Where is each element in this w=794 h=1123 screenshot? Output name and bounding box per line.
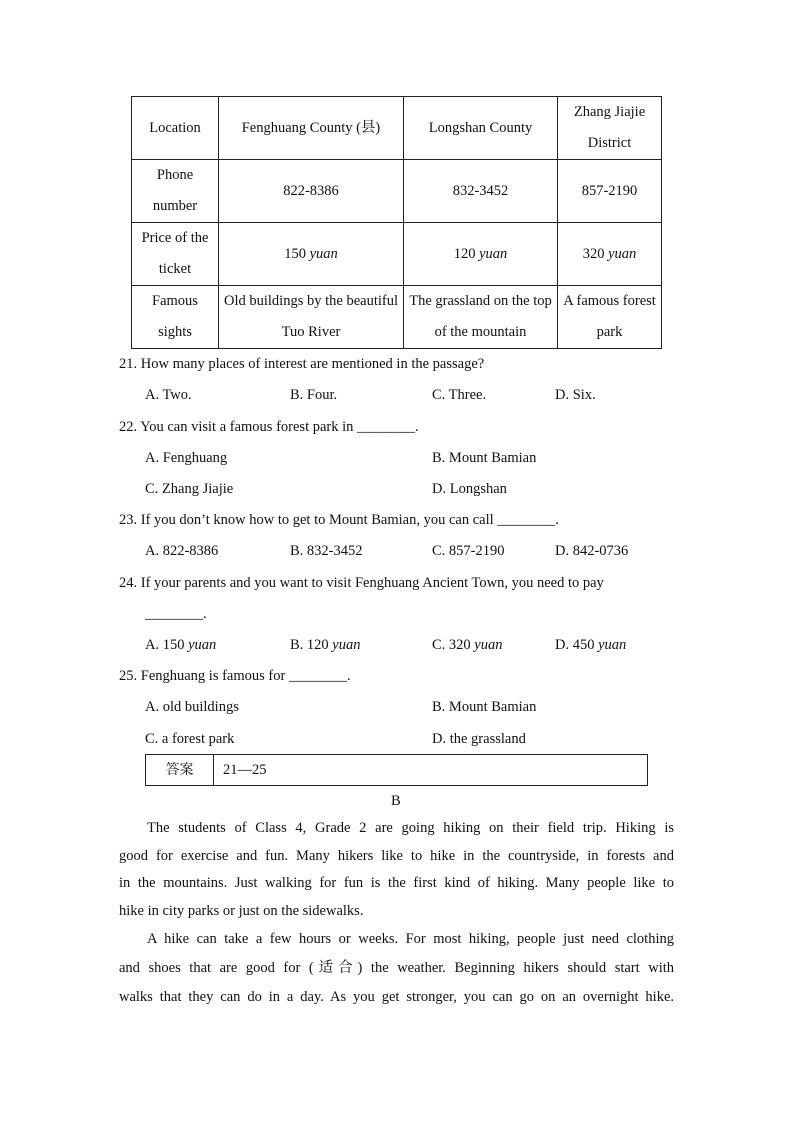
passage-line: walks that they can do in a day. As you get stronger, you can go on an overnight hike. bbox=[119, 989, 674, 1005]
table-header-cell: Longshan County bbox=[404, 97, 558, 160]
question-22-stem: 22. You can visit a famous forest park in ________. bbox=[119, 419, 419, 435]
table-row-label: Phone number bbox=[132, 160, 219, 223]
section-b-title: B bbox=[391, 793, 401, 809]
passage-paragraph-2 bbox=[119, 925, 674, 1012]
passage-line: in the mountains. Just walking for fun is the first kind of hiking. Many people like to bbox=[119, 875, 674, 891]
question-25-option-d: D. the grassland bbox=[432, 731, 526, 747]
table-cell: 857-2190 bbox=[558, 160, 662, 223]
table-cell: 832-3452 bbox=[404, 160, 558, 223]
question-25-option-a: A. old buildings bbox=[145, 699, 239, 715]
question-24-option-c: C. 320 yuan bbox=[432, 637, 503, 653]
question-22-option-a: A. Fenghuang bbox=[145, 450, 228, 466]
question-25-stem: 25. Fenghuang is famous for ________. bbox=[119, 668, 351, 684]
passage-paragraph-1 bbox=[119, 815, 674, 925]
table-cell: 822-8386 bbox=[219, 160, 404, 223]
answer-value: 21—25 bbox=[223, 762, 267, 778]
question-23-option-d: D. 842-0736 bbox=[555, 543, 629, 559]
table-cell: The grassland on the top of the mountain bbox=[404, 286, 558, 349]
question-24-option-a: A. 150 yuan bbox=[145, 637, 217, 653]
table-cell: Old buildings by the beautiful Tuo River bbox=[219, 286, 404, 349]
question-23-stem: 23. If you don’t know how to get to Mount Bamian, you can call ________. bbox=[119, 512, 559, 528]
table-row bbox=[132, 286, 662, 349]
table-row-label: Price of the ticket bbox=[132, 223, 219, 286]
answer-box bbox=[145, 754, 648, 786]
question-21-option-c: C. Three. bbox=[432, 387, 487, 403]
answer-label: 答案 bbox=[146, 755, 214, 785]
passage-line: hike in city parks or just on the sidewalks. bbox=[119, 902, 364, 919]
table-header-cell: Fenghuang County (县) bbox=[219, 97, 404, 160]
question-21-option-a: A. Two. bbox=[145, 387, 192, 403]
question-25-option-b: B. Mount Bamian bbox=[432, 699, 537, 715]
question-21-option-b: B. Four. bbox=[290, 387, 338, 403]
info-table bbox=[131, 96, 662, 349]
table-header-cell: Location bbox=[132, 97, 219, 160]
passage-line: The students of Class 4, Grade 2 are going hiking on their field trip. Hiking is bbox=[147, 820, 674, 836]
question-25-option-c: C. a forest park bbox=[145, 731, 235, 747]
table-cell: A famous forest park bbox=[558, 286, 662, 349]
question-21-stem: 21. How many places of interest are mentioned in the passage? bbox=[119, 356, 485, 372]
passage-line: good for exercise and fun. Many hikers like to hike in the countryside, in forests and bbox=[119, 847, 674, 864]
table-cell: 320 yuan bbox=[558, 223, 662, 286]
question-24-stem-blank: ________. bbox=[145, 606, 207, 622]
table-row bbox=[132, 223, 662, 286]
table-cell: 120 yuan bbox=[404, 223, 558, 286]
question-22-option-b: B. Mount Bamian bbox=[432, 450, 537, 466]
question-23-option-c: C. 857-2190 bbox=[432, 543, 505, 559]
table-row bbox=[132, 160, 662, 223]
table-cell: 150 yuan bbox=[219, 223, 404, 286]
table-row-label: Famous sights bbox=[132, 286, 219, 349]
table-header-cell: Zhang Jiajie District bbox=[558, 97, 662, 160]
passage-line: A hike can take a few hours or weeks. For most hiking, people just need clothing bbox=[147, 931, 674, 947]
question-22-option-d: D. Longshan bbox=[432, 481, 507, 497]
question-24-option-b: B. 120 yuan bbox=[290, 637, 361, 653]
table-header-row bbox=[132, 97, 662, 160]
question-21-option-d: D. Six. bbox=[555, 387, 596, 403]
question-24-stem: 24. If your parents and you want to visit Fenghuang Ancient Town, you need to pay bbox=[119, 575, 604, 591]
question-23-option-b: B. 832-3452 bbox=[290, 543, 363, 559]
question-23-option-a: A. 822-8386 bbox=[145, 543, 219, 559]
passage-line: and shoes that are good for (适合) the weather. Beginning hikers should start with bbox=[119, 960, 674, 976]
question-22-option-c: C. Zhang Jiajie bbox=[145, 481, 234, 497]
question-24-option-d: D. 450 yuan bbox=[555, 637, 627, 653]
